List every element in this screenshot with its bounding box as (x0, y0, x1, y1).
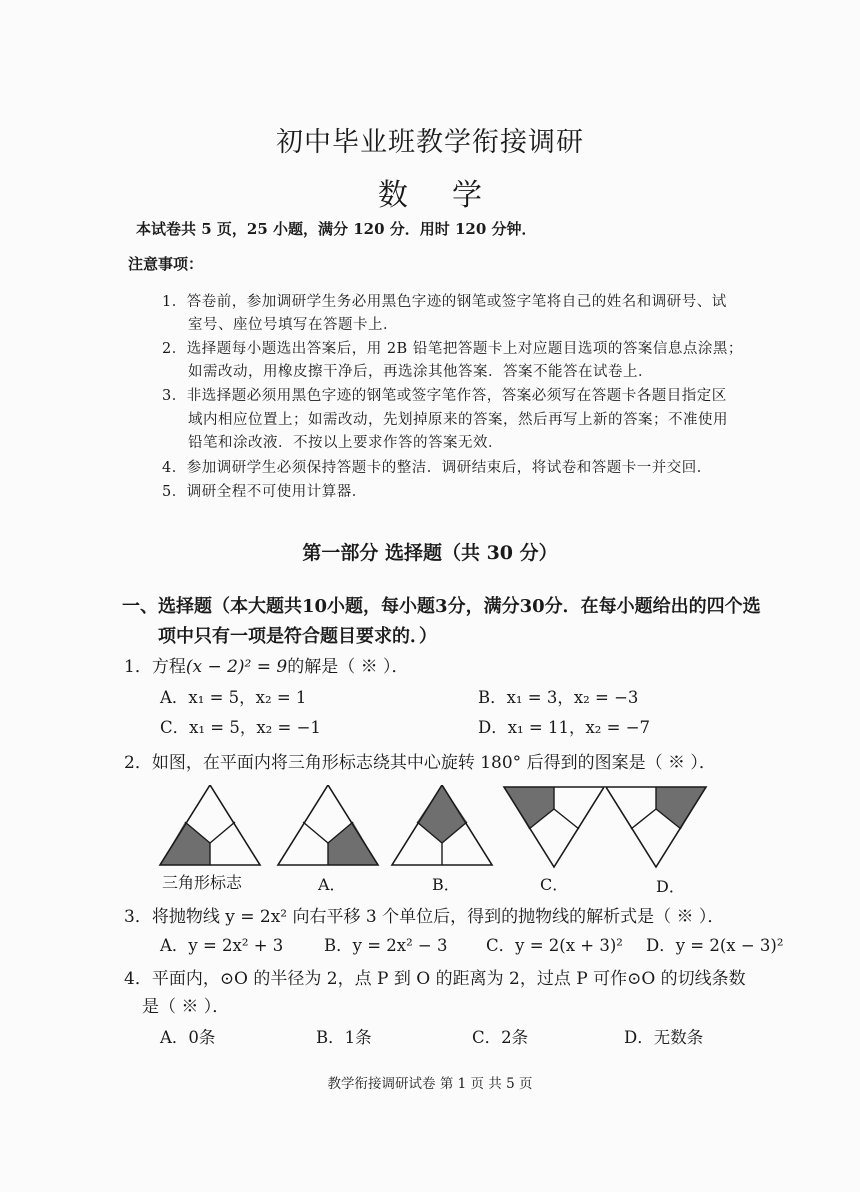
question-4: 4．平面内，⊙O 的半径为 2，点 P 到 O 的距离为 2，过点 P 可作⊙O 的切线条数 (124, 969, 746, 989)
q4-option-c: C．2条 (472, 1028, 529, 1047)
notice-line: 1．答卷前，参加调研学生务必用黑色字迹的钢笔或签字笔将自己的姓名和调研号、试 (162, 294, 727, 310)
figure-label-original: 三角形标志 (162, 873, 243, 892)
page-footer: 教学衔接调研试卷 第 1 页 共 5 页 (327, 1076, 533, 1092)
figure-label-b: B． (432, 875, 460, 894)
q4-option-d: D．无数条 (624, 1028, 704, 1047)
exam-info: 本试卷共 5 页，25 小题，满分 120 分．用时 120 分钟． (136, 220, 537, 238)
figure-label-a: A． (318, 875, 346, 894)
figure-option-c (504, 787, 604, 867)
notice-line: 3．非选择题必须用黑色字迹的钢笔或签字笔作答，答案必须写在答题卡各题目指定区 (162, 388, 727, 404)
figure-original-logo (160, 785, 260, 865)
notice-title: 注意事项： (128, 255, 204, 273)
question-1-prefix: 1．方程 (124, 657, 186, 677)
notice-line: 如需改动，用橡皮擦干净后，再选涂其他答案．答案不能答在试卷上． (188, 364, 653, 380)
notice-line: 室号、座位号填写在答题卡上． (188, 317, 398, 333)
exam-title: 初中毕业班教学衔接调研 (276, 127, 584, 158)
q3-option-c: C．y = 2(x + 3)² (486, 936, 623, 955)
q1-option-a: A．x₁ = 5，x₂ = 1 (160, 688, 307, 707)
q3-option-b: B．y = 2x² − 3 (324, 936, 448, 955)
subject-title: 数学 (378, 178, 526, 213)
figure-option-a (278, 785, 378, 865)
section-heading: 一、选择题（本大题共10小题，每小题3分，满分30分．在每小题给出的四个选 (122, 596, 761, 617)
q4-option-a: A．0条 (160, 1028, 216, 1047)
q3-option-a: A．y = 2x² + 3 (160, 936, 284, 955)
q4-option-b: B．1条 (316, 1028, 372, 1047)
figure-label-d: D． (656, 877, 685, 896)
section-heading-cont: 项中只有一项是符合题目要求的．） (158, 626, 437, 647)
q1-option-d: D．x₁ = 11，x₂ = −7 (478, 718, 651, 737)
notice-line: 域内相应位置上；如需改动，先划掉原来的答案，然后再写上新的答案；不准使用 (188, 412, 728, 428)
q3-option-d: D．y = 2(x − 3)² (646, 936, 784, 955)
figure-option-b (392, 785, 492, 865)
figure-option-d (606, 787, 706, 867)
question-1 (124, 652, 409, 677)
notice-line: 5．调研全程不可使用计算器． (162, 484, 367, 500)
notice-line: 4．参加调研学生必须保持答题卡的整洁．调研结束后，将试卷和答题卡一并交回． (162, 460, 712, 476)
question-1-suffix: 的解是（ ※ ）． (287, 657, 409, 677)
question-4-cont: 是（ ※ ）． (142, 997, 230, 1017)
notice-line: 铅笔和涂改液．不按以上要求作答的答案无效． (188, 435, 503, 451)
q1-option-c: C．x₁ = 5，x₂ = −1 (160, 718, 321, 737)
question-2: 2．如图，在平面内将三角形标志绕其中心旋转 180° 后得到的图案是（ ※ ）． (124, 753, 716, 773)
notice-line: 2．选择题每小题选出答案后，用 2B 铅笔把答题卡上对应题目选项的答案信息点涂黑； (162, 341, 743, 357)
question-1-expr: (x − 2)² = 9 (185, 657, 288, 677)
part-title: 第一部分 选择题（共 30 分） (302, 542, 558, 564)
q1-option-b: B．x₁ = 3，x₂ = −3 (478, 688, 639, 707)
figure-label-c: C． (540, 875, 569, 894)
question-3: 3．将抛物线 y = 2x² 向右平移 3 个单位后，得到的抛物线的解析式是（ ※ ）． (124, 907, 725, 927)
